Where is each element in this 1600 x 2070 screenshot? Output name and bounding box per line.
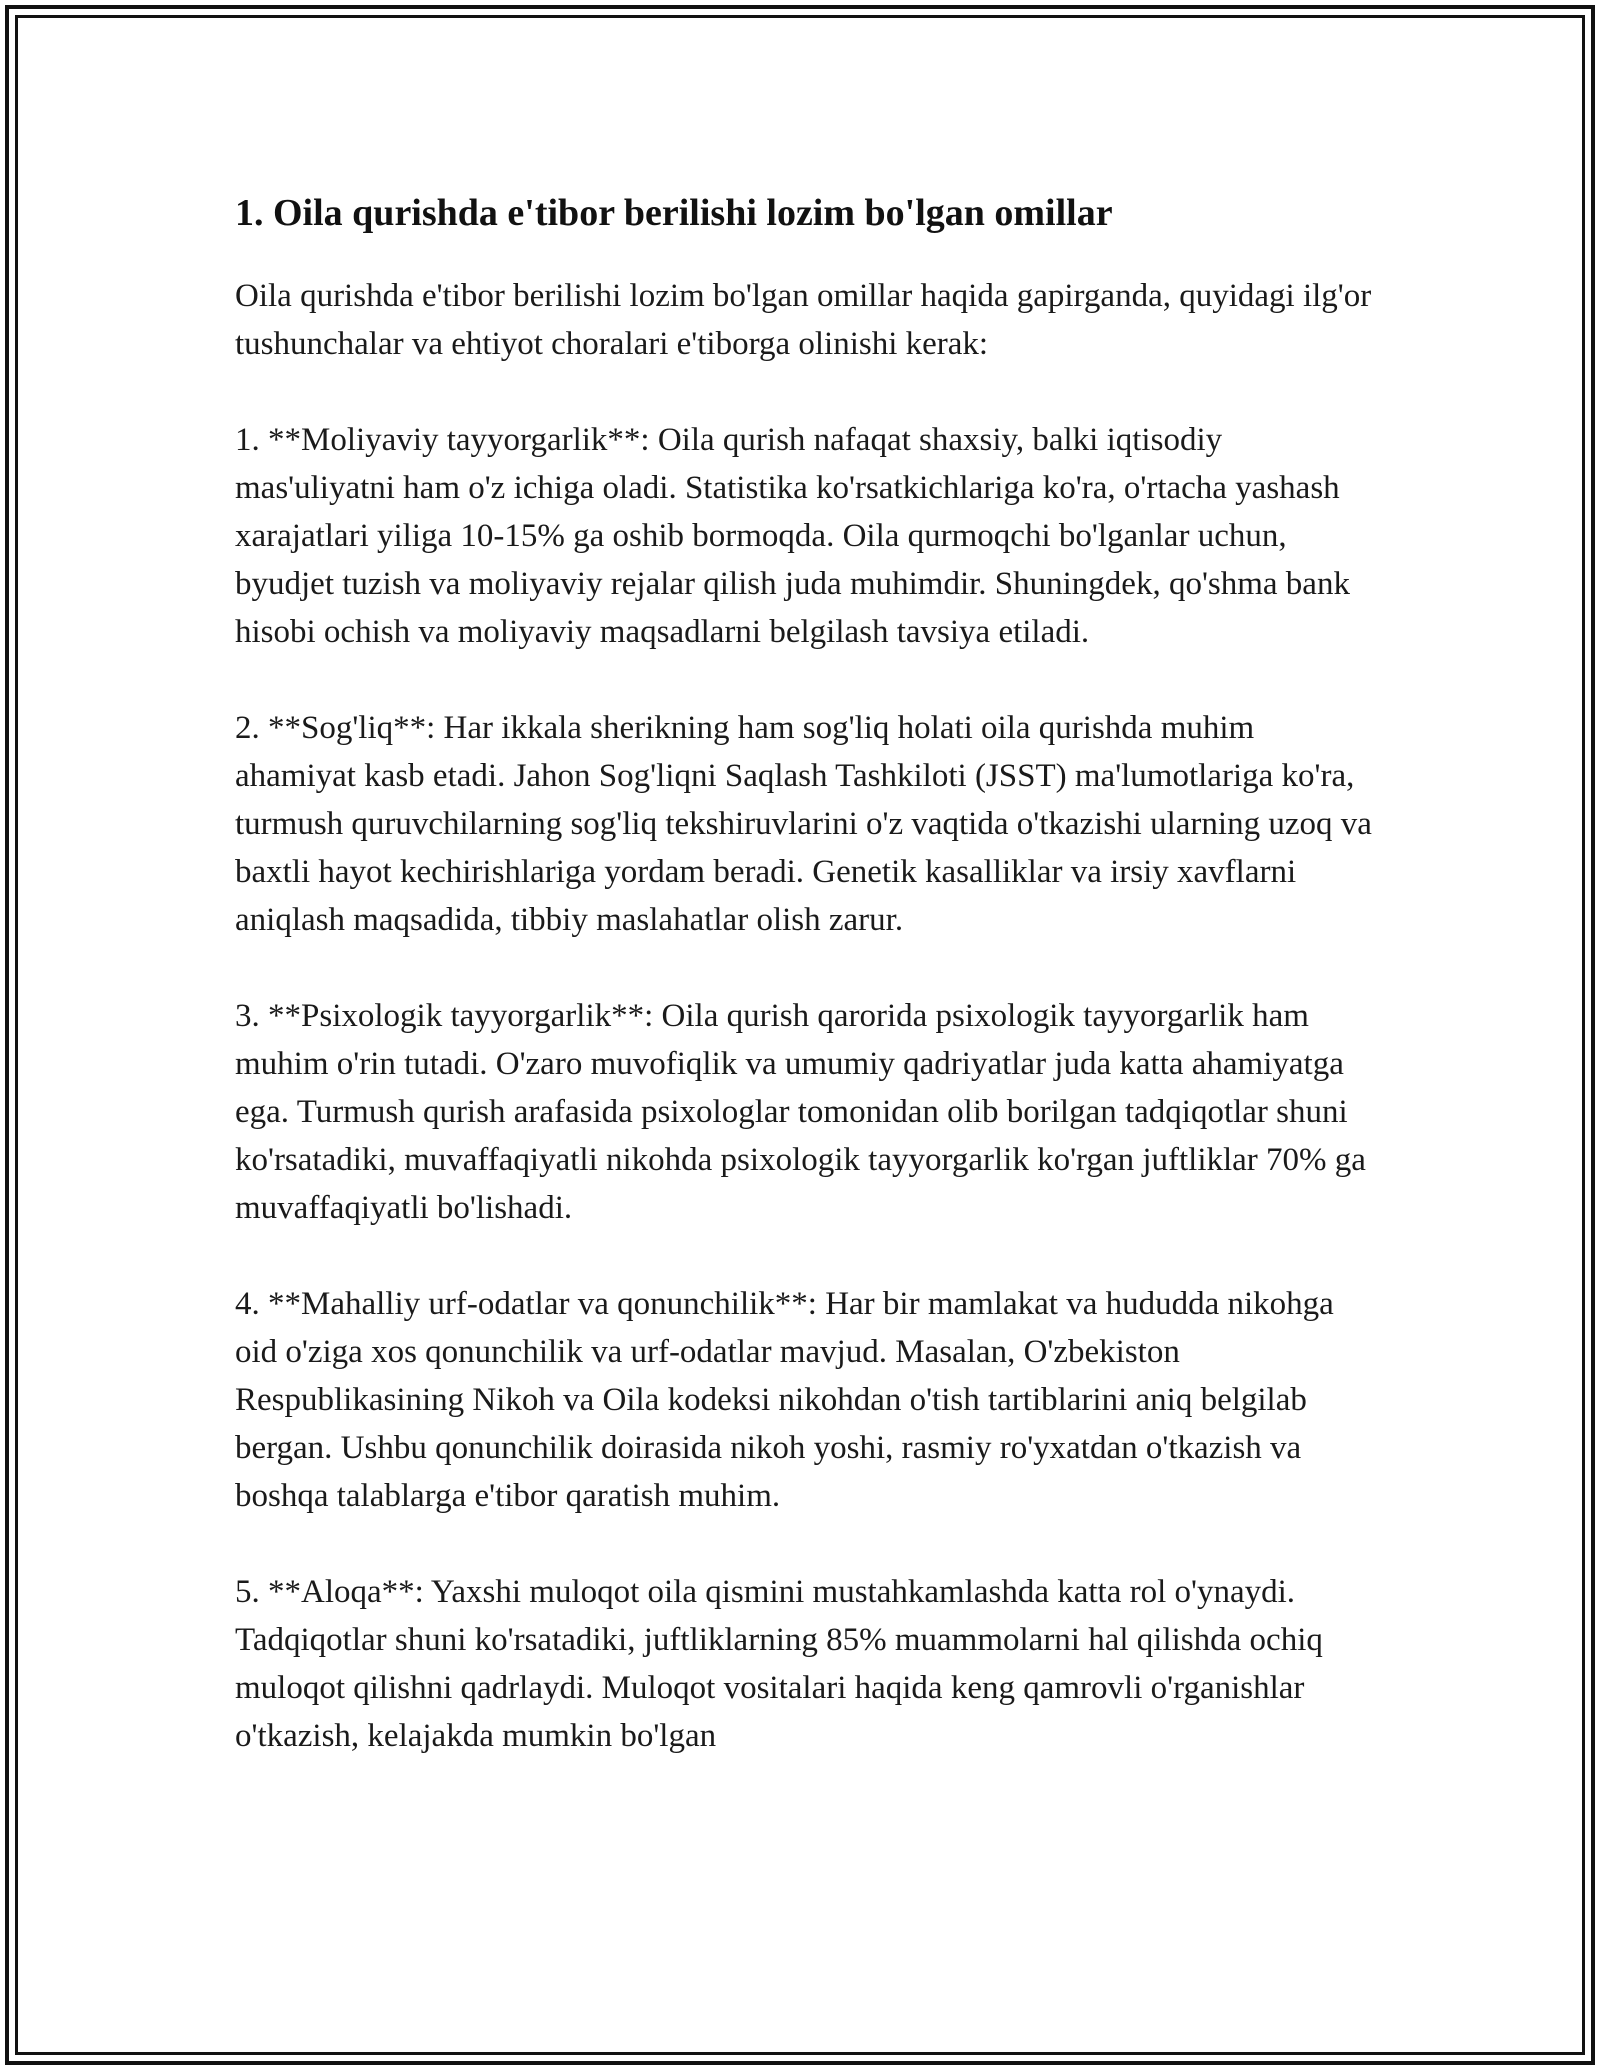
list-item-moliyaviy-tayyorgarlik: 1. **Moliyaviy tayyorgarlik**: Oila qurish nafaqat shaxsiy, balki iqtisodiy mas'uliyatni ham o'z ichiga oladi. Statistika ko'rsatkichlariga ko'ra, o'rtacha yashash xarajatlari yiliga 10-15% ga oshib bormoqda. Oila qurmoqchi bo'lganlar uchun, byudjet tuzish va moliyaviy rejalar qilish juda muhimdir. Shuningdek, qo'shma bank hisobi ochish va moliyaviy maqsadlarni belgilash tavsiya etiladi.: [235, 422, 1350, 650]
document-title: 1. Oila qurishda e'tibor berilishi lozim bo'lgan omillar: [235, 192, 1113, 234]
list-item-aloqa: 5. **Aloqa**: Yaxshi muloqot oila qismini mustahkamlashda katta rol o'ynaydi. Tadqiqotlar shuni ko'rsatadiki, juftliklarning 85% muammolarni hal qilishda ochiq muloqot qilishni qadrlaydi. Muloqot vositalari haqida keng qamrovli o'rganishlar o'tkazish, kelajakda mumkin bo'lgan: [235, 1574, 1323, 1754]
list-item-psixologik-tayyorgarlik: 3. **Psixologik tayyorgarlik**: Oila qurish qarorida psixologik tayyorgarlik ham muhim o'rin tutadi. O'zaro muvofiqlik va umumiy qadriyatlar juda katta ahamiyatga ega. Turmush qurish arafasida psixologlar tomonidan olib borilgan tadqiqotlar shuni ko'rsatadiki, muvaffaqiyatli nikohda psixologik tayyorgarlik ko'rgan juftliklar 70% ga muvaffaqiyatli bo'lishadi.: [235, 998, 1366, 1226]
list-item-sogliq: 2. **Sog'liq**: Har ikkala sherikning ham sog'liq holati oila qurishda muhim ahamiyat kasb etadi. Jahon Sog'liqni Saqlash Tashkiloti (JSST) ma'lumotlariga ko'ra, turmush quruvchilarning sog'liq tekshiruvlarini o'z vaqtida o'tkazishi ularning uzoq va baxtli hayot kechirishlariga yordam beradi. Genetik kasalliklar va irsiy xavflarni aniqlash maqsadida, tibbiy maslahatlar olish zarur.: [235, 710, 1372, 938]
document-body: [235, 186, 1375, 1808]
list-item-urf-odatlar-qonunchilik: 4. **Mahalliy urf-odatlar va qonunchilik**: Har bir mamlakat va hududda nikohga oid o'ziga xos qonunchilik va urf-odatlar mavjud. Masalan, O'zbekiston Respublikasining Nikoh va Oila kodeksi nikohdan o'tish tartiblarini aniq belgilab bergan. Ushbu qonunchilik doirasida nikoh yoshi, rasmiy ro'yxatdan o'tkazish va boshqa talablarga e'tibor qaratish muhim.: [235, 1286, 1334, 1514]
intro-paragraph: Oila qurishda e'tibor berilishi lozim bo'lgan omillar haqida gapirganda, quyidagi ilg'or tushunchalar va ehtiyot choralari e'tiborga olinishi kerak:: [235, 278, 1372, 362]
